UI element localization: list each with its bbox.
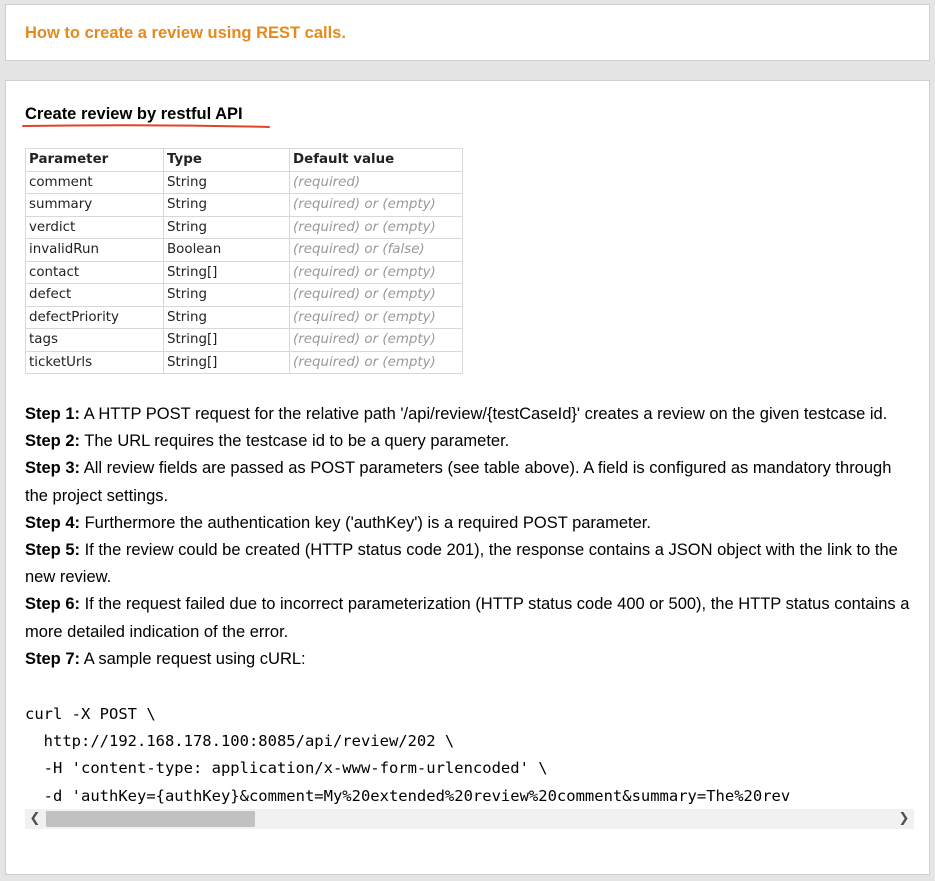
step-item: [25, 510, 915, 537]
column-header: Default value: [290, 149, 463, 172]
table-row: [26, 351, 463, 374]
param-default: (required) or (empty): [290, 329, 463, 352]
steps-list: [25, 401, 915, 673]
step-label: Step 3:: [25, 459, 81, 478]
param-name: invalidRun: [26, 239, 164, 262]
param-type: String: [164, 306, 290, 329]
content-panel: [5, 80, 930, 875]
step-label: Step 5:: [25, 541, 81, 560]
param-type: String: [164, 216, 290, 239]
param-name: defectPriority: [26, 306, 164, 329]
step-text: Furthermore the authentication key ('authKey') is a required POST parameter.: [80, 513, 651, 532]
step-text: A sample request using cURL:: [80, 649, 306, 668]
scrollbar-thumb[interactable]: [46, 811, 255, 827]
step-item: [25, 455, 915, 509]
param-name: verdict: [26, 216, 164, 239]
param-type: String[]: [164, 329, 290, 352]
table-header-row: [26, 149, 463, 172]
param-type: Boolean: [164, 239, 290, 262]
chevron-left-icon[interactable]: ❮: [29, 811, 41, 826]
step-label: Step 7:: [25, 649, 81, 668]
param-name: defect: [26, 284, 164, 307]
param-default: (required): [290, 171, 463, 194]
code-line: -H 'content-type: application/x-www-form-urlencoded' \: [25, 759, 548, 778]
step-item: [25, 428, 915, 455]
param-default: (required) or (empty): [290, 194, 463, 217]
param-default: (required) or (empty): [290, 216, 463, 239]
param-type: String: [164, 194, 290, 217]
param-default: (required) or (empty): [290, 261, 463, 284]
table-row: [26, 284, 463, 307]
table-row: [26, 239, 463, 262]
chevron-right-icon[interactable]: ❯: [898, 811, 910, 826]
header-panel: [5, 4, 930, 61]
param-name: ticketUrls: [26, 351, 164, 374]
param-type: String[]: [164, 351, 290, 374]
step-text: If the request failed due to incorrect parameterization (HTTP status code 400 or 500), the HTTP status contains a more detailed indication of the error.: [25, 595, 910, 641]
step-item: [25, 537, 915, 591]
table-row: [26, 171, 463, 194]
param-name: contact: [26, 261, 164, 284]
param-default: (required) or (empty): [290, 306, 463, 329]
param-type: String: [164, 171, 290, 194]
step-item: [25, 646, 915, 673]
param-type: String: [164, 284, 290, 307]
param-default: (required) or (empty): [290, 284, 463, 307]
table-row: [26, 194, 463, 217]
code-line: http://192.168.178.100:8085/api/review/202 \: [25, 732, 455, 751]
horizontal-scrollbar[interactable]: [25, 809, 914, 829]
step-item: [25, 591, 915, 645]
table-row: [26, 216, 463, 239]
step-text: A HTTP POST request for the relative path '/api/review/{testCaseId}' creates a review on the given testcase id.: [80, 405, 888, 423]
step-label: Step 4:: [25, 513, 81, 532]
section-heading: Create review by restful API: [25, 105, 243, 123]
table-row: [26, 261, 463, 284]
heading-underline: [22, 123, 270, 129]
table-row: [26, 329, 463, 352]
column-header: Parameter: [26, 149, 164, 172]
step-label: Step 2:: [25, 432, 81, 451]
param-name: comment: [26, 171, 164, 194]
step-text: If the review could be created (HTTP status code 201), the response contains a JSON object with the link to the new review.: [25, 541, 898, 587]
parameter-table: [25, 148, 463, 374]
param-type: String[]: [164, 261, 290, 284]
column-header: Type: [164, 149, 290, 172]
step-label: Step 1:: [25, 405, 81, 423]
step-text: All review fields are passed as POST parameters (see table above). A field is configured as mandatory through the project settings.: [25, 459, 892, 505]
param-name: summary: [26, 194, 164, 217]
code-line: -d 'authKey={authKey}&comment=My%20extended%20review%20comment&summary=The%20rev: [25, 786, 791, 805]
param-default: (required) or (false): [290, 239, 463, 262]
step-label: Step 6:: [25, 595, 81, 614]
param-default: (required) or (empty): [290, 351, 463, 374]
param-name: tags: [26, 329, 164, 352]
code-line: curl -X POST \: [25, 705, 156, 723]
page-title: How to create a review using REST calls.: [25, 24, 346, 42]
step-item: [25, 401, 915, 428]
table-row: [26, 306, 463, 329]
step-text: The URL requires the testcase id to be a query parameter.: [80, 432, 510, 451]
